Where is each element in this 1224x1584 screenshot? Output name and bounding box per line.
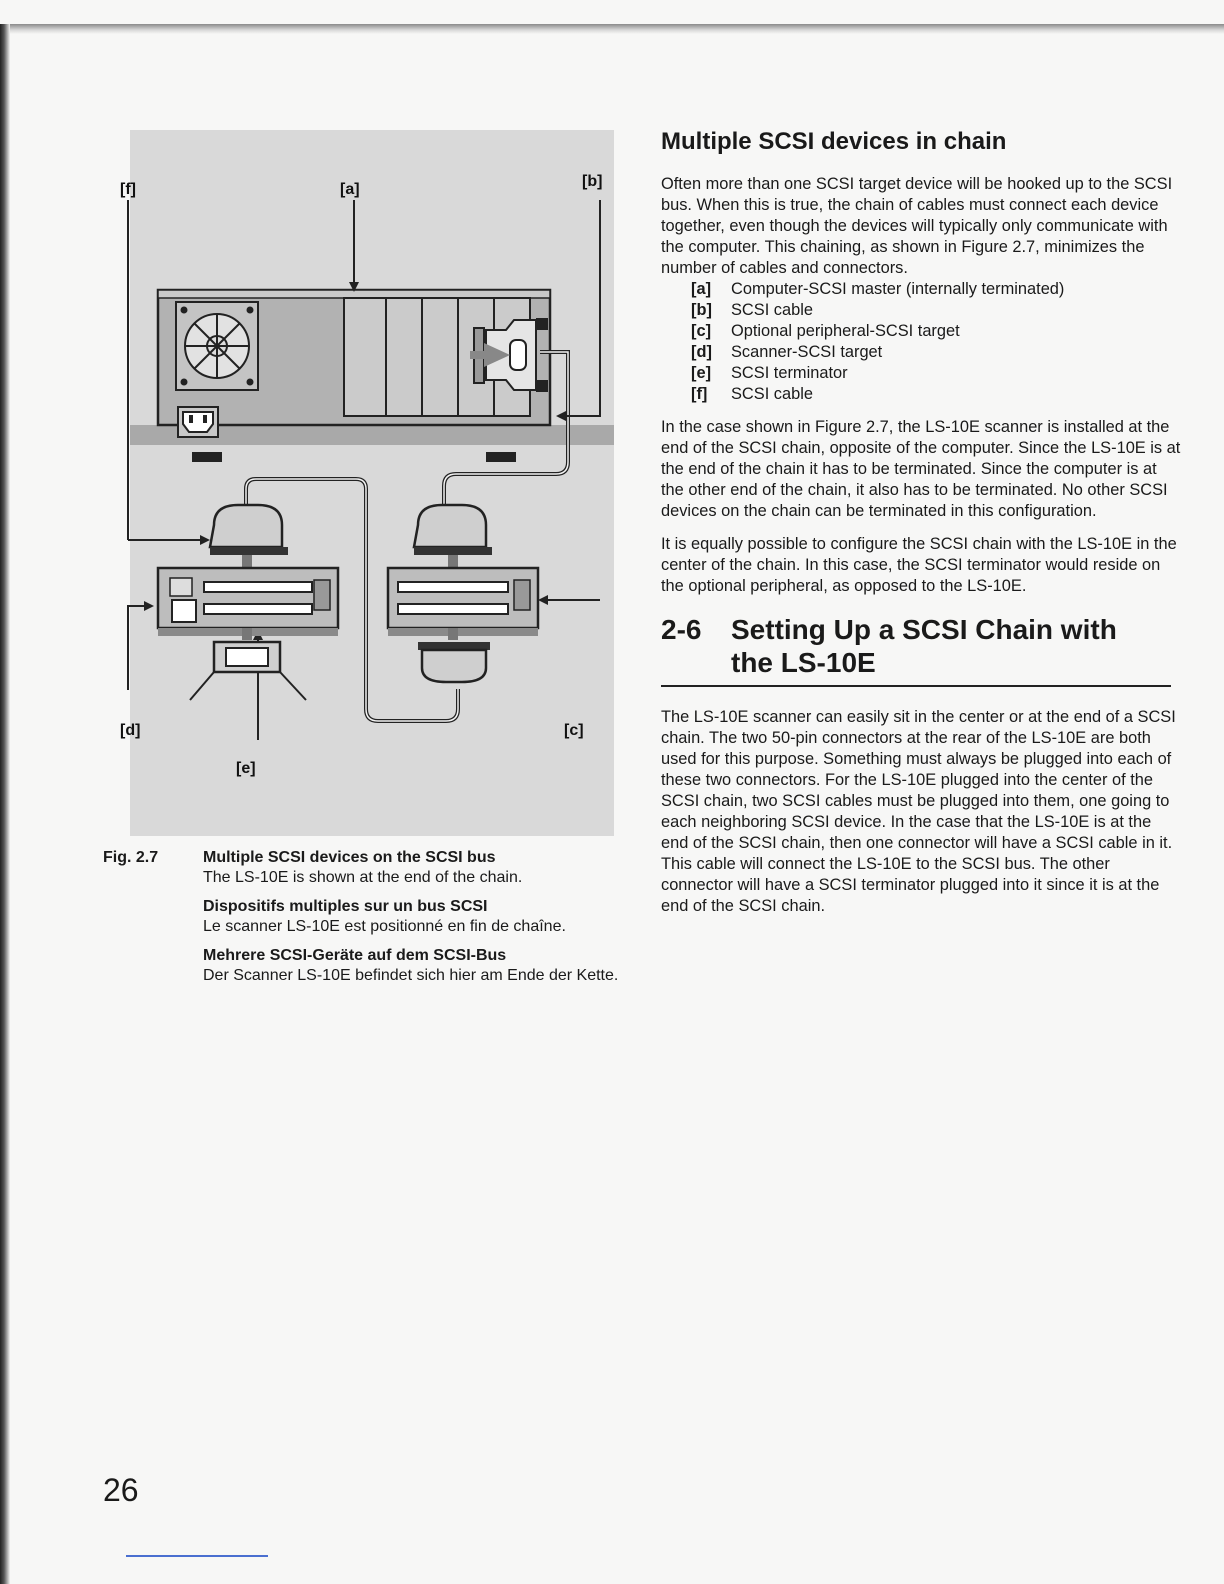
label-f: [f] (120, 181, 136, 198)
legend-item (691, 363, 1181, 384)
figure-legend (691, 279, 1181, 405)
computer-illustration (130, 290, 614, 462)
legend-key: [c] (691, 322, 712, 340)
scan-left-edge (0, 24, 10, 1584)
scan-bottom-mark (126, 1555, 268, 1557)
section-title-line2: the LS-10E (731, 647, 876, 678)
legend-text: SCSI terminator (731, 364, 848, 382)
caption-french (203, 897, 633, 937)
legend-text: SCSI cable (731, 385, 813, 403)
fan-icon (176, 302, 258, 390)
label-a: [a] (340, 181, 360, 198)
legend-item (691, 300, 1181, 321)
label-c: [c] (564, 722, 584, 739)
section-number: 2-6 (661, 614, 702, 645)
section-title (661, 613, 1181, 679)
caption-english (203, 848, 633, 888)
caption-body: Der Scanner LS-10E befindet sich hier am Ende der Kette. (203, 967, 619, 984)
legend-key: [b] (691, 301, 712, 319)
paragraph-center-of-chain: It is equally possible to configure the SCSI chain with the LS-10E in the center of the chain. In this case, the SCSI terminator would reside on the optional peripheral, as opposed to the LS-10E. (661, 535, 1177, 595)
legend-text: Scanner-SCSI target (731, 343, 883, 361)
figure-number: Fig. 2.7 (103, 849, 159, 866)
page-number: 26 (103, 1472, 139, 1508)
legend-item (691, 342, 1181, 363)
ls-10e-scanner-illustration (158, 568, 338, 640)
caption-body: Le scanner LS-10E est positionné en fin de chaîne. (203, 918, 566, 935)
scsi-chain-diagram (120, 130, 614, 836)
text-column (661, 126, 1181, 917)
legend-text: SCSI cable (731, 301, 813, 319)
scan-top-edge (0, 24, 1224, 34)
caption-title: Dispositifs multiples sur un bus SCSI (203, 898, 488, 915)
setup-paragraph: The LS-10E scanner can easily sit in the center or at the end of a SCSI chain. The two 50-pin connectors at the rear of the LS-10E are both used for this purpose. Something must always be plugged into each of these two connectors. For the LS-10E plugged into the center of the SCSI chain, two SCSI cables must be plugged into them, one going to each neighboring SCSI device. In the case that the LS-10E is at the end of the SCSI chain, then one connector will have a SCSI cable in it. This cable will connect the LS-10E to the SCSI bus. The other connector will have a SCSI terminator plugged into it since it is at the end of the SCSI chain. (661, 708, 1176, 915)
section-title-line1: Setting Up a SCSI Chain with (731, 614, 1117, 645)
section-rule (661, 685, 1171, 687)
intro-paragraph: Often more than one SCSI target device will be hooked up to the SCSI bus. When this is true, the chain of cables must connect each device together, even though the devices will typically only communicate with the computer. This chaining, as shown in Figure 2.7, minimizes the number of cables and connectors. (661, 175, 1173, 277)
caption-body: The LS-10E is shown at the end of the chain. (203, 869, 523, 886)
legend-item (691, 279, 1181, 300)
legend-text: Optional peripheral-SCSI target (731, 322, 960, 340)
legend-item (691, 384, 1181, 405)
label-e: [e] (236, 760, 256, 777)
legend-key: [a] (691, 280, 712, 298)
computer-scsi-connector (470, 318, 548, 392)
section-heading: Multiple SCSI devices in chain (661, 128, 1007, 155)
power-socket-icon (178, 407, 218, 437)
figure-2-7 (120, 130, 614, 836)
legend-text: Computer-SCSI master (internally terminated) (731, 280, 1065, 298)
legend-item (691, 321, 1181, 342)
caption-title: Multiple SCSI devices on the SCSI bus (203, 849, 496, 866)
label-d: [d] (120, 722, 141, 739)
legend-key: [f] (691, 385, 708, 403)
legend-key: [d] (691, 343, 712, 361)
caption-title: Mehrere SCSI-Geräte auf dem SCSI-Bus (203, 947, 507, 964)
paragraph-end-of-chain: In the case shown in Figure 2.7, the LS-10E scanner is installed at the end of the SCSI chain, opposite of the computer. Since the LS-10E is at the end of the chain it has to be terminated. Since the computer is at the other end of the chain, it also has to be terminated. No other SCSI devices on the chain can be terminated in this configuration. (661, 418, 1181, 520)
label-b: [b] (582, 173, 603, 190)
caption-german (203, 946, 633, 986)
legend-key: [e] (691, 364, 712, 382)
